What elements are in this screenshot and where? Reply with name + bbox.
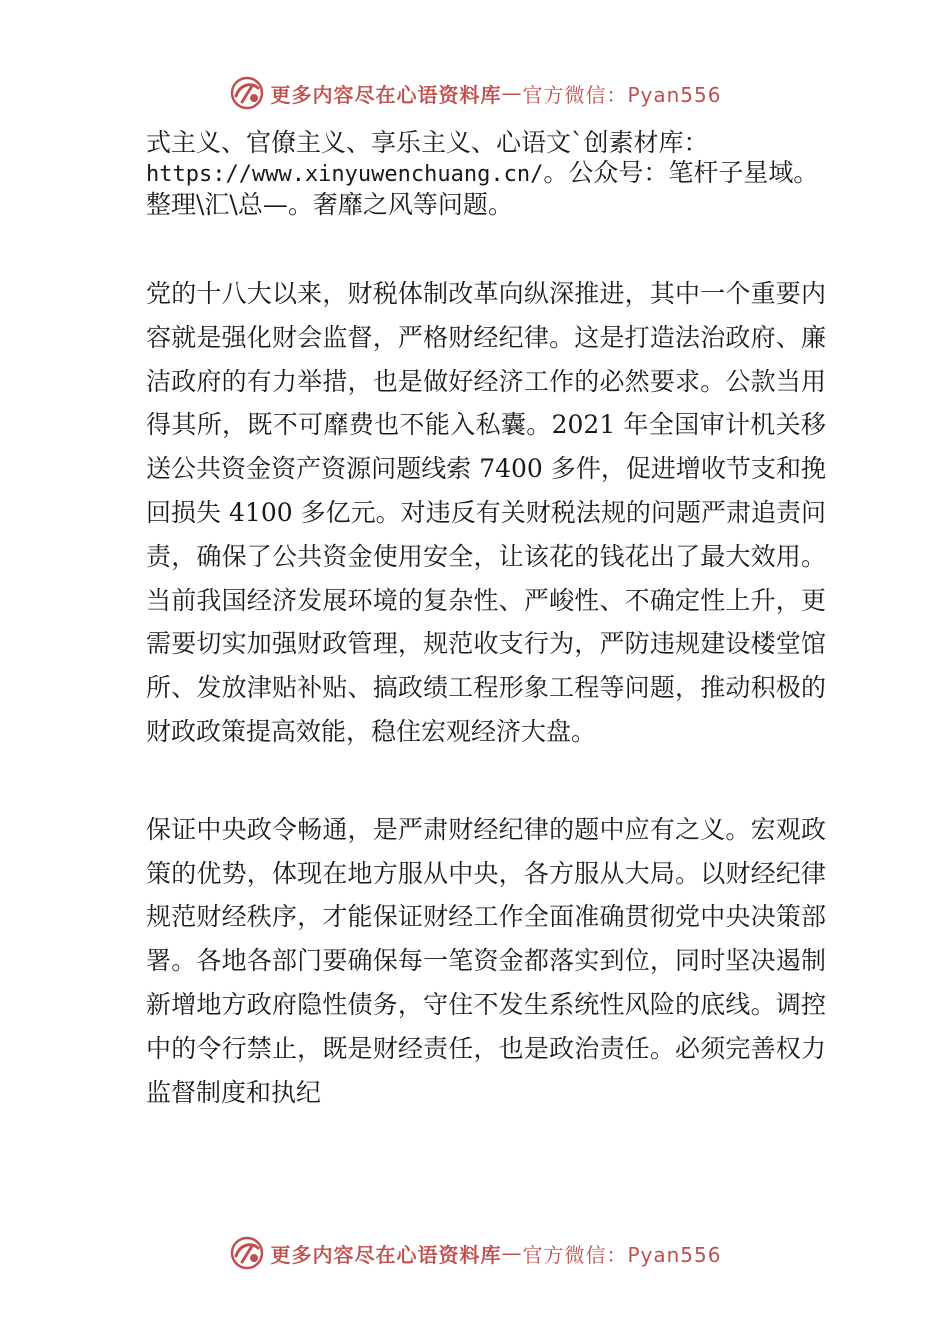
paragraph-1: 党的十八大以来，财税体制改革向纵深推进，其中一个重要内容就是强化财会监督，严格财经纪律。这是打造法治政府、廉洁政府的有力举措，也是做好经济工作的必然要求。公款当用得其所，既不可靡费也不能入私囊。2021 年全国审计机关移送公共资金资产资源问题线索 7400 多件，促进增收节支和挽回损失 4100 多亿元。对违反有关财税法规的问题严肃追责问责，确保了公共资金使用安全，让该花的钱花出了最大效用。当前我国经济发展环境的复杂性、严峻性、不确定性上升，更需要切实加强财政管理，规范收支行为，严防违规建设楼堂馆所、发放津贴补贴、搞政绩工程形象工程等问题，推动积极的财政政策提高效能，稳住宏观经济大盘。 xyxy=(146,279,826,746)
banner-slogan: 更多内容尽在心语资料库 xyxy=(270,82,502,107)
footer-banner xyxy=(0,1231,950,1275)
banner-wechat: 官方微信：Pyan556 xyxy=(522,82,722,107)
footer-wechat: 官方微信：Pyan556 xyxy=(522,1242,722,1267)
intro-line-1: 式主义、官僚主义、享乐主义、心语文`创素材库： xyxy=(146,128,709,157)
header-banner xyxy=(0,71,950,115)
footer-slogan: 更多内容尽在心语资料库 xyxy=(270,1242,502,1267)
footer-dash: — xyxy=(501,1241,523,1265)
source-url: https://www.xinyuwenchuang.cn/ xyxy=(146,162,544,187)
seal-logo-icon xyxy=(228,1234,266,1272)
intro-line-3: 整理\汇\总—。奢靡之风等问题。 xyxy=(146,190,513,219)
seal-logo-icon xyxy=(228,74,266,112)
intro-block xyxy=(146,128,826,220)
document-body xyxy=(146,128,826,1168)
paragraph-2: 保证中央政令畅通，是严肃财经纪律的题中应有之义。宏观政策的优势，体现在地方服从中央，各方服从大局。以财经纪律规范财经秩序，才能保证财经工作全面准确贯彻党中央决策部署。各地各部门要确保每一笔资金都落实到位，同时坚决遏制新增地方政府隐性债务，守住不发生系统性风险的底线。调控中的令行禁止，既是财经责任，也是政治责任。必须完善权力监督制度和执纪 xyxy=(146,814,826,1107)
banner-dash: — xyxy=(501,81,523,105)
intro-line-2: 。公众号：笔杆子星域。 xyxy=(543,158,819,187)
